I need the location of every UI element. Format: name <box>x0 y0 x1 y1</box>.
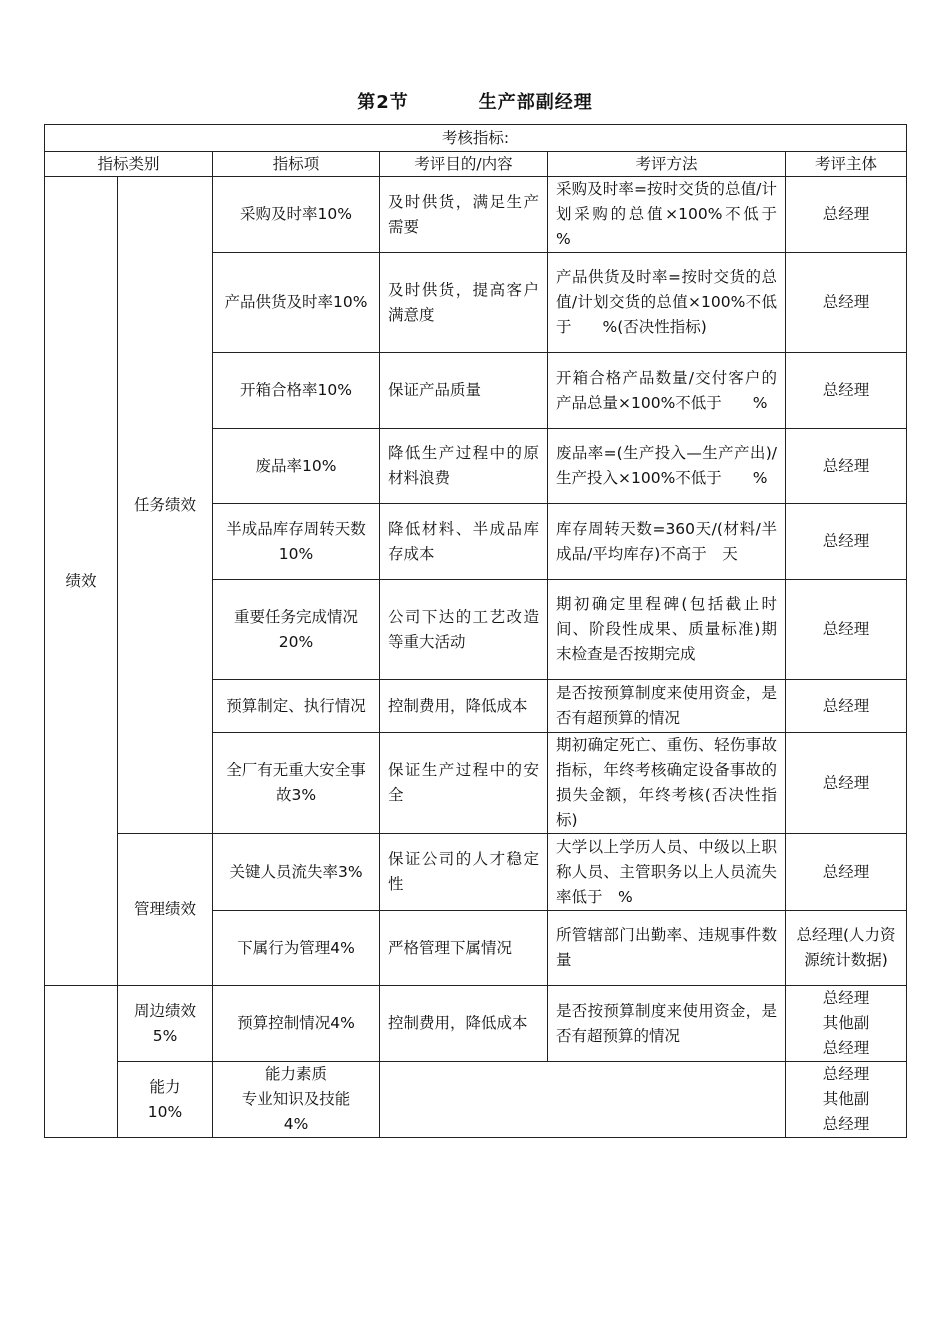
indicator-evaluator: 总经理 <box>786 353 907 429</box>
indicator-evaluator: 总经理 <box>786 733 907 834</box>
table-row <box>45 834 907 911</box>
indicator-item: 全厂有无重大安全事故3% <box>213 733 380 834</box>
position-title: 生产部副经理 <box>478 92 593 113</box>
indicator-purpose: 保证生产过程中的安全 <box>380 733 548 834</box>
indicator-evaluator: 总经理 其他副 总经理 <box>786 1062 907 1138</box>
indicator-item: 产品供货及时率10% <box>213 253 380 353</box>
section-number: 第2节 <box>357 92 409 113</box>
indicator-purpose: 及时供货，提高客户满意度 <box>380 253 548 353</box>
indicator-purpose: 降低生产过程中的原材料浪费 <box>380 429 548 504</box>
indicator-item: 下属行为管理4% <box>213 911 380 986</box>
indicator-item: 采购及时率10% <box>213 177 380 253</box>
table-row <box>45 986 907 1062</box>
indicator-method: 期初确定里程碑(包括截止时间、阶段性成果、质量标准)期末检查是否按期完成 <box>548 580 786 680</box>
indicator-item: 开箱合格率10% <box>213 353 380 429</box>
indicator-method: 是否按预算制度来使用资金，是否有超预算的情况 <box>548 986 786 1062</box>
indicator-purpose: 及时供货，满足生产需要 <box>380 177 548 253</box>
indicator-method: 所管辖部门出勤率、违规事件数量 <box>548 911 786 986</box>
group-ability: 能力 10% <box>118 1062 213 1138</box>
group-task-performance: 任务绩效 <box>118 177 213 834</box>
indicator-item: 预算制定、执行情况 <box>213 680 380 733</box>
indicator-item: 半成品库存周转天数10% <box>213 504 380 580</box>
indicator-method: 大学以上学历人员、中级以上职称人员、主管职务以上人员流失率低于 % <box>548 834 786 911</box>
indicator-item: 废品率10% <box>213 429 380 504</box>
indicator-item: 重要任务完成情况20% <box>213 580 380 680</box>
indicator-evaluator: 总经理 <box>786 580 907 680</box>
indicator-purpose: 控制费用，降低成本 <box>380 986 548 1062</box>
header-row <box>45 152 907 177</box>
indicator-evaluator: 总经理 <box>786 253 907 353</box>
indicator-purpose: 保证公司的人才稳定性 <box>380 834 548 911</box>
table-caption: 考核指标: <box>45 125 907 152</box>
indicator-evaluator: 总经理 <box>786 177 907 253</box>
indicator-item: 关键人员流失率3% <box>213 834 380 911</box>
category-performance: 绩效 <box>45 177 118 986</box>
group-management-performance: 管理绩效 <box>118 834 213 986</box>
header-method: 考评方法 <box>548 152 786 177</box>
page-title <box>0 88 950 114</box>
indicator-purpose: 保证产品质量 <box>380 353 548 429</box>
indicator-purpose: 降低材料、半成品库存成本 <box>380 504 548 580</box>
indicator-purpose: 严格管理下属情况 <box>380 911 548 986</box>
indicator-method: 产品供货及时率=按时交货的总值/计划交货的总值×100%不低于 %(否决性指标) <box>548 253 786 353</box>
indicator-method: 是否按预算制度来使用资金，是否有超预算的情况 <box>548 680 786 733</box>
indicator-evaluator: 总经理 <box>786 834 907 911</box>
indicator-purpose: 控制费用，降低成本 <box>380 680 548 733</box>
indicator-evaluator: 总经理(人力资源统计数据) <box>786 911 907 986</box>
indicator-item: 预算控制情况4% <box>213 986 380 1062</box>
header-item: 指标项 <box>213 152 380 177</box>
header-evaluator: 考评主体 <box>786 152 907 177</box>
table-row <box>45 177 907 253</box>
indicator-method: 开箱合格产品数量/交付客户的产品总量×100%不低于 % <box>548 353 786 429</box>
indicator-blank <box>380 1062 786 1138</box>
table-row <box>45 1062 907 1138</box>
indicator-method: 采购及时率=按时交货的总值/计划采购的总值×100%不低于 % <box>548 177 786 253</box>
indicator-evaluator: 总经理 <box>786 680 907 733</box>
group-peripheral-performance: 周边绩效 5% <box>118 986 213 1062</box>
indicator-purpose: 公司下达的工艺改造等重大活动 <box>380 580 548 680</box>
indicator-method: 期初确定死亡、重伤、轻伤事故指标，年终考核确定设备事故的损失金额，年终考核(否决性指标) <box>548 733 786 834</box>
kpi-table <box>44 124 907 1138</box>
indicator-evaluator: 总经理 其他副 总经理 <box>786 986 907 1062</box>
indicator-item: 能力素质 专业知识及技能 4% <box>213 1062 380 1138</box>
header-category: 指标类别 <box>45 152 213 177</box>
indicator-evaluator: 总经理 <box>786 504 907 580</box>
indicator-method: 废品率=(生产投入—生产产出)/ 生产投入×100%不低于 % <box>548 429 786 504</box>
header-purpose: 考评目的/内容 <box>380 152 548 177</box>
indicator-method: 库存周转天数=360天/(材料/半成品/平均库存)不高于 天 <box>548 504 786 580</box>
indicator-evaluator: 总经理 <box>786 429 907 504</box>
